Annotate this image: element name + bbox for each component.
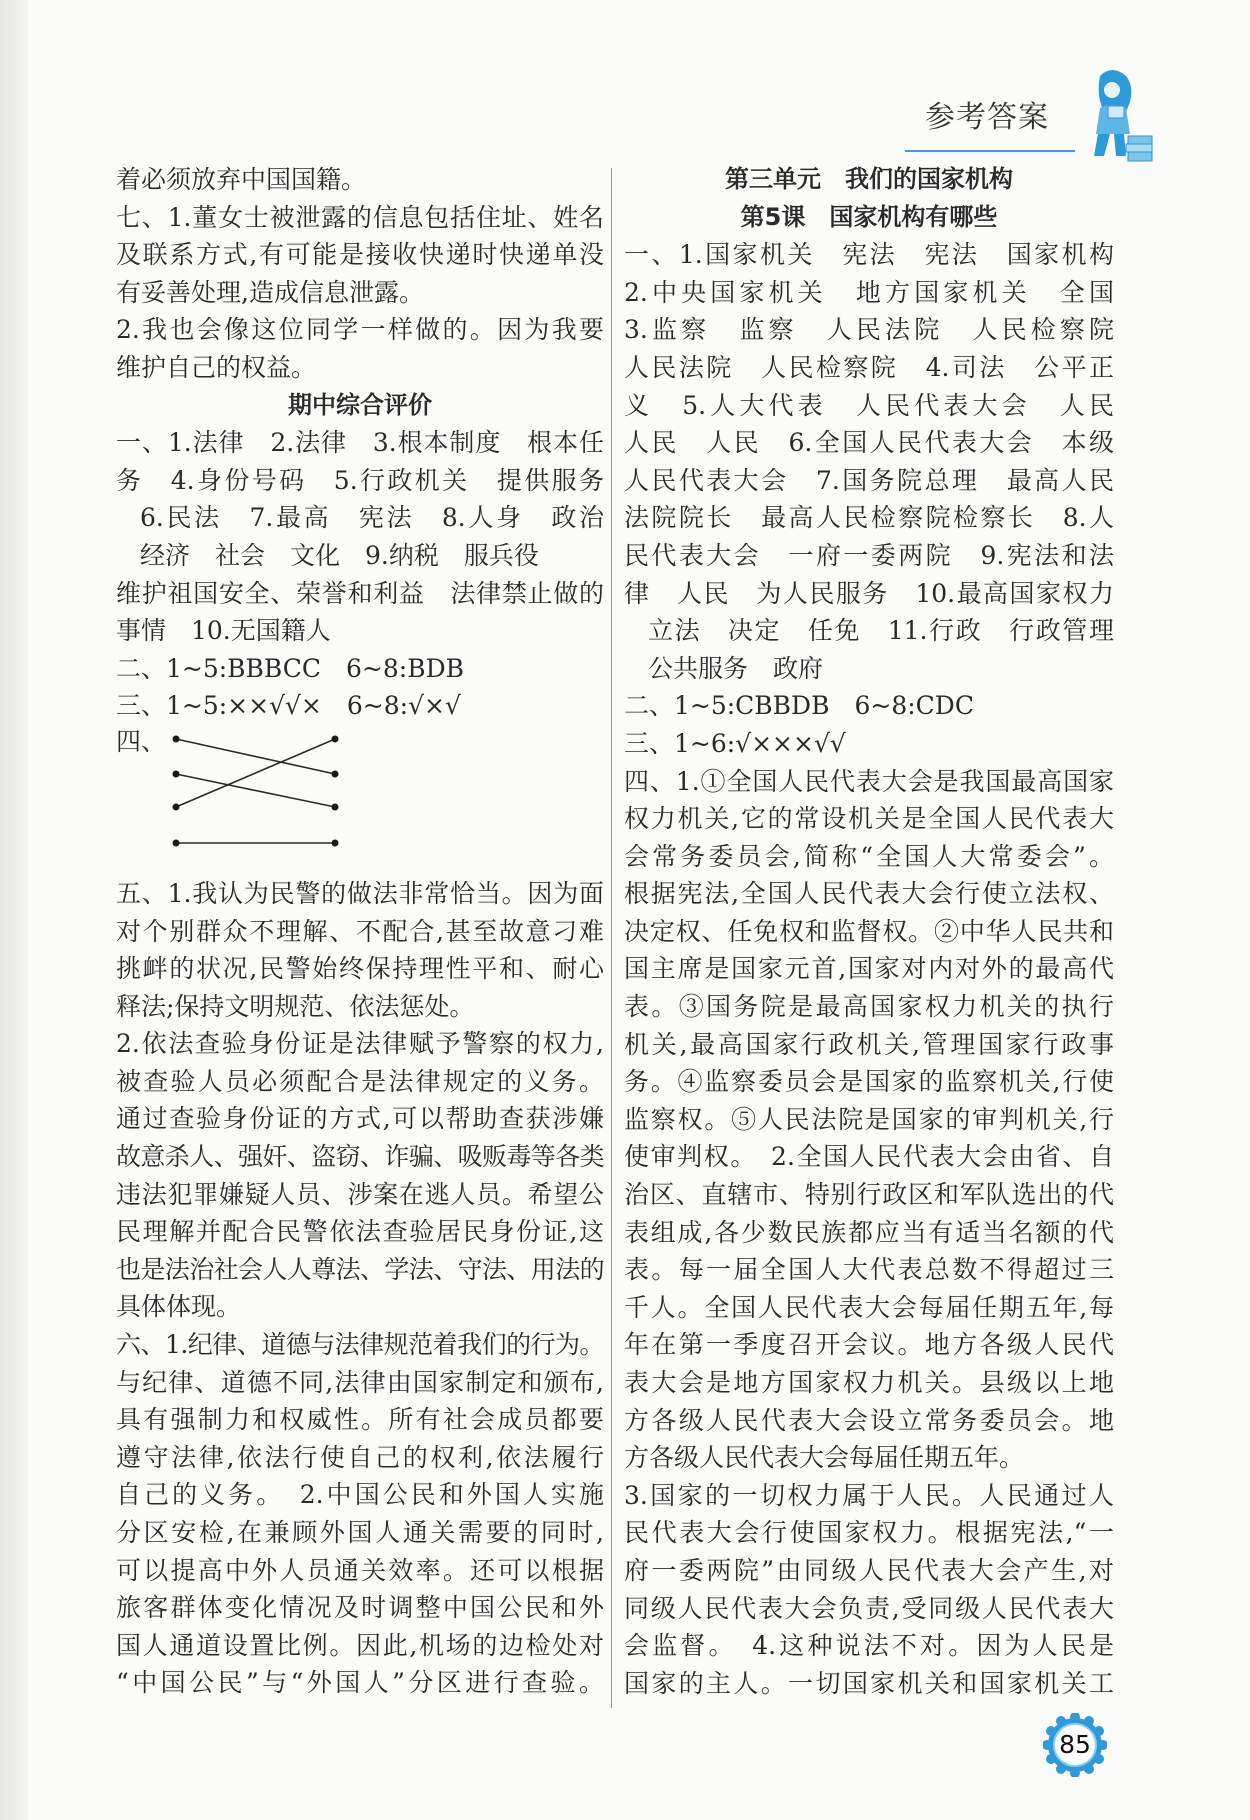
- text-line: 民代表大会行使国家权力。根据宪法,“一: [624, 1518, 1114, 1548]
- text-line: 2.中央国家机关 地方国家机关 全国: [624, 277, 1114, 307]
- text-line: 机关,最高国家行政机关,管理国家行政事: [624, 1029, 1114, 1059]
- text-line: “中国公民”与“外国人”分区进行查验。: [116, 1668, 604, 1698]
- text-line: 公共服务 政府: [648, 653, 824, 683]
- left-column: [116, 161, 604, 1702]
- text-line: 人民 人民 6.全国人民代表大会 本级: [624, 428, 1114, 458]
- text-line: 遵守法律,依法行使自己的权利,依法履行: [116, 1442, 604, 1472]
- text-line: 方各级人民代表大会每届任期五年。: [624, 1443, 1025, 1473]
- text-line: 通过查验身份证的方式,可以帮助查获涉嫌: [116, 1104, 604, 1134]
- match-line-1: [176, 739, 335, 774]
- right-dot: [332, 803, 339, 810]
- left-bottom-lines: [116, 875, 604, 1702]
- left-top-lines: [116, 161, 604, 725]
- text-line: 表大会是地方国家权力机关。县级以上地: [624, 1368, 1114, 1397]
- text-line: 维护祖国安全、荣誉和利益 法律禁止做的: [116, 578, 604, 608]
- text-line: 使审判权。 2.全国人民代表大会由省、自: [624, 1142, 1114, 1172]
- text-line: 事情 10.无国籍人: [116, 616, 331, 646]
- text-line: 可以提高中外人员通关效率。还可以根据: [116, 1555, 604, 1585]
- text-line: 自己的义务。 2.中国公民和外国人实施: [116, 1480, 604, 1510]
- text-line: 七、1.董女士被泄露的信息包括住址、姓名: [116, 202, 604, 232]
- text-line: 对个别群众不理解、不配合,甚至故意刁难: [116, 916, 604, 946]
- text-line: 国家的主人。一切国家机关和国家机关工: [624, 1668, 1114, 1698]
- column-divider: [611, 168, 612, 1708]
- text-line: 千人。全国人民代表大会每届任期五年,每: [624, 1292, 1114, 1322]
- text-line: 年在第一季度召开会议。地方各级人民代: [624, 1330, 1114, 1360]
- text-line: 三、1~6:√×××√√: [624, 728, 846, 758]
- text-line: 挑衅的状况,民警始终保持理性平和、耐心: [116, 954, 604, 984]
- text-line: 权力机关,它的常设机关是全国人民代表大: [624, 804, 1114, 834]
- text-line: 四、1.①全国人民代表大会是我国最高国家: [624, 766, 1114, 796]
- text-line: 府一委两院”由同级人民代表大会产生,对: [624, 1555, 1114, 1585]
- page-edge: [0, 0, 28, 1820]
- text-line: 经济 社会 文化 9.纳税 服兵役: [140, 540, 539, 570]
- text-line: 具有强制力和权威性。所有社会成员都要: [116, 1405, 604, 1435]
- text-line: 分区安检,在兼顾外国人通关需要的同时,: [116, 1518, 604, 1547]
- text-line: 3.监察 监察 人民法院 人民检察院: [624, 315, 1114, 345]
- text-line: 二、1~5:CBBDB 6~8:CDC: [624, 691, 974, 721]
- text-line: 六、1.纪律、道德与法律规范着我们的行为。: [116, 1330, 604, 1360]
- text-line: 律 人民 为人民服务 10.最高国家权力: [624, 578, 1114, 608]
- reading-girl-mascot-icon: [1080, 66, 1155, 166]
- page-number: 85: [1059, 1730, 1091, 1759]
- text-line: 务。④监察委员会是国家的监察机关,行使: [624, 1067, 1114, 1097]
- text-line: 国人通道设置比例。因此,机场的边检处对: [116, 1630, 604, 1660]
- text-line: 与纪律、道德不同,法律由国家制定和颁布,: [116, 1367, 604, 1397]
- text-line: 会常务委员会,简称“全国人大常委会”。: [624, 841, 1114, 871]
- text-line: 同级人民代表大会负责,受同级人民代表大: [624, 1593, 1114, 1623]
- text-line: 三、1~5:××√√× 6~8:√×√: [116, 691, 461, 721]
- matching-label: 四、: [116, 726, 167, 756]
- text-line: 也是法治社会人人尊法、学法、守法、用法的: [116, 1254, 604, 1284]
- text-line: 务 4.身份号码 5.行政机关 提供服务: [116, 465, 604, 495]
- match-line-3: [176, 739, 335, 807]
- text-line: 法院院长 最高人民检察院检察长 8.人: [624, 503, 1114, 533]
- right-column: [624, 161, 1114, 1702]
- text-line: 3.国家的一切权力属于人民。人民通过人: [624, 1480, 1114, 1510]
- header-rule: [905, 150, 1075, 152]
- text-line: 一、1.法律 2.法律 3.根本制度 根本任: [116, 428, 604, 458]
- section-heading: 第三单元 我们的国家机构: [725, 165, 1013, 193]
- text-line: 表组成,各少数民族都应当有适当名额的代: [624, 1217, 1114, 1247]
- text-line: 一、1.国家机关 宪法 宪法 国家机构: [624, 240, 1114, 270]
- text-line: 6.民法 7.最高 宪法 8.人身 政治: [140, 503, 604, 533]
- text-line: 方各级人民代表大会设立常务委员会。地: [624, 1405, 1114, 1435]
- text-line: 故意杀人、强奸、盗窃、诈骗、吸贩毒等各类: [116, 1142, 604, 1172]
- left-dot: [173, 839, 180, 846]
- header-title: 参考答案: [925, 100, 1049, 135]
- right-dot: [332, 839, 339, 846]
- section-heading: 期中综合评价: [288, 390, 432, 419]
- text-line: 会监督。 4.这种说法不对。因为人民是: [624, 1631, 1114, 1661]
- text-line: 根据宪法,全国人民代表大会行使立法权、: [624, 879, 1114, 909]
- right-lines: [624, 161, 1114, 1702]
- text-line: 监察权。⑤人民法院是国家的审判机关,行: [624, 1104, 1114, 1134]
- text-line: 表。每一届全国人大代表总数不得超过三: [624, 1255, 1114, 1285]
- text-line: 旅客群体变化情况及时调整中国公民和外: [116, 1593, 604, 1623]
- text-line: 被查验人员必须配合是法律规定的义务。: [116, 1066, 604, 1096]
- right-dot: [332, 735, 339, 742]
- text-line: 决定权、任免权和监督权。②中华人民共和: [624, 916, 1114, 946]
- text-line: 具体体现。: [116, 1292, 242, 1322]
- right-dot: [332, 770, 339, 777]
- match-line-2: [176, 774, 335, 807]
- text-line: 人民法院 人民检察院 4.司法 公平正: [624, 352, 1114, 382]
- text-line: 国主席是国家元首,国家对内对外的最高代: [624, 954, 1114, 984]
- text-line: 违法犯罪嫌疑人员、涉案在逃人员。希望公: [116, 1179, 604, 1209]
- text-line: 治区、直辖市、特别行政区和军队选出的代: [624, 1180, 1114, 1210]
- text-line: 表。③国务院是最高国家权力机关的执行: [624, 992, 1114, 1022]
- text-line: 义 5.人大代表 人民代表大会 人民: [624, 390, 1114, 420]
- text-line: 维护自己的权益。: [116, 352, 317, 382]
- text-line: 有妥善处理,造成信息泄露。: [116, 277, 424, 307]
- text-line: 及联系方式,有可能是接收快递时快递单没: [116, 240, 604, 270]
- text-line: 2.依法查验身份证是法律赋予警察的权力,: [116, 1029, 604, 1059]
- section-heading: 第5课 国家机构有哪些: [740, 202, 998, 231]
- text-line: 着必须放弃中国国籍。: [116, 165, 367, 194]
- text-line: 五、1.我认为民警的做法非常恰当。因为面: [116, 878, 604, 908]
- text-line: 立法 决定 任免 11.行政 行政管理: [648, 616, 1114, 646]
- matching-lines: [156, 725, 386, 875]
- text-line: 民代表大会 一府一委两院 9.宪法和法: [624, 540, 1114, 570]
- page-number-badge: [1043, 1713, 1107, 1777]
- left-dot: [173, 735, 180, 742]
- text-line: 2.我也会像这位同学一样做的。因为我要: [116, 315, 604, 345]
- text-line: 人民代表大会 7.国务院总理 最高人民: [624, 465, 1114, 495]
- matching-diagram: [116, 725, 604, 875]
- text-line: 民理解并配合民警依法查验居民身份证,这: [116, 1217, 604, 1247]
- text-line: 二、1~5:BBBCC 6~8:BDB: [116, 653, 464, 683]
- text-line: 释法;保持文明规范、依法惩处。: [116, 991, 475, 1021]
- left-dot: [173, 803, 180, 810]
- left-dot: [173, 770, 180, 777]
